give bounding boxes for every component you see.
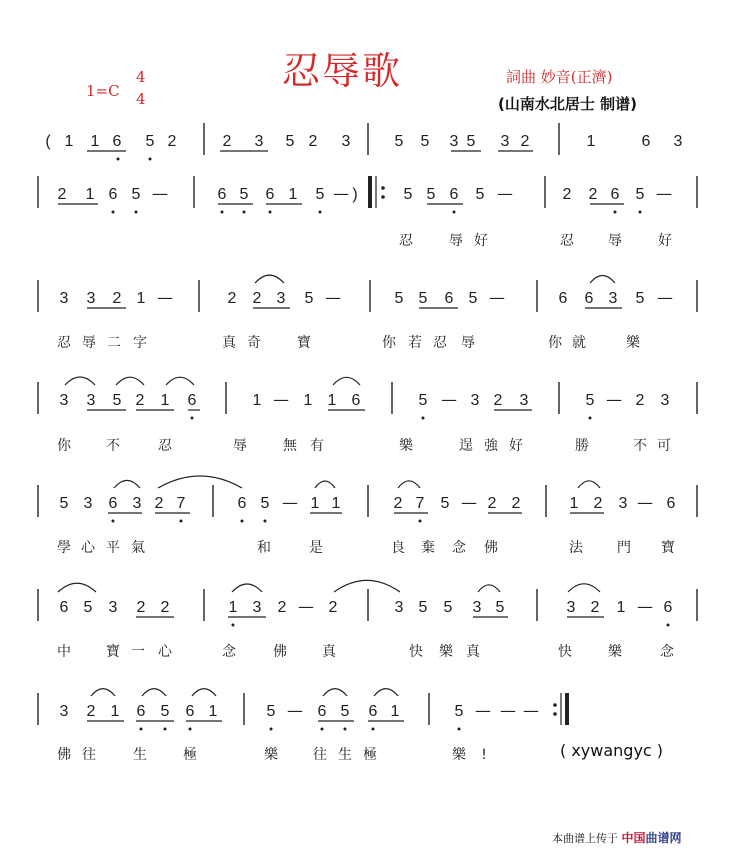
note: 1 — [390, 703, 400, 720]
note: 2 — [562, 186, 572, 203]
dash-note: — — [333, 184, 349, 203]
note: 6 — [112, 133, 122, 150]
lyric-char: 樂 — [608, 644, 622, 660]
note: 3 — [254, 133, 264, 150]
low-octave-dot — [164, 728, 167, 731]
note: 5 — [160, 703, 170, 720]
note: 2 — [57, 186, 67, 203]
low-octave-dot — [422, 417, 425, 420]
note: 2 — [160, 599, 170, 616]
time-sig-top: 4 — [136, 68, 146, 86]
dash-note: — — [637, 493, 653, 512]
note: 1 — [303, 392, 313, 409]
note: 5 — [59, 495, 69, 512]
note: 2 — [112, 290, 122, 307]
note: 3 — [470, 392, 480, 409]
low-octave-dot — [344, 728, 347, 731]
low-octave-dot — [614, 211, 617, 214]
lyric-char: 中 — [57, 644, 71, 660]
lyric-char: 你 — [57, 438, 71, 454]
slur — [333, 377, 360, 385]
note: 5 — [418, 290, 428, 307]
note: 3 — [618, 495, 628, 512]
slur — [568, 584, 600, 592]
lyric-char: 有 — [310, 438, 324, 454]
slur — [478, 585, 500, 592]
lyric-char: 真 — [222, 335, 236, 351]
note: 1 — [331, 495, 341, 512]
low-octave-dot — [453, 211, 456, 214]
note: 5 — [635, 290, 645, 307]
note: 6 — [663, 599, 673, 616]
lyric-char: 忍 — [399, 233, 413, 249]
lyric-char: 辱 — [82, 335, 96, 351]
slur — [323, 689, 347, 696]
note: 5 — [468, 290, 478, 307]
note: 1 — [90, 133, 100, 150]
note: 6 — [584, 290, 594, 307]
slur — [315, 481, 335, 488]
note: 6 — [449, 186, 459, 203]
lyric-char: 佛 — [57, 747, 71, 763]
dash-note: — — [475, 701, 491, 720]
transcriber-credit: (山南水北居士 制谱) — [498, 95, 637, 113]
note: 3 — [86, 392, 96, 409]
dash-note: — — [657, 288, 673, 307]
repeat-dot — [553, 703, 557, 707]
low-octave-dot — [270, 728, 273, 731]
note: 1 — [252, 392, 262, 409]
note: 2 — [136, 599, 146, 616]
note: 1 — [569, 495, 579, 512]
site-logo-part-b: 曲谱网 — [645, 831, 682, 845]
note: 1 — [228, 599, 238, 616]
note: 6 — [265, 186, 275, 203]
note: 6 — [185, 703, 195, 720]
lyric-char: 真 — [466, 644, 480, 660]
slur — [65, 377, 95, 385]
low-octave-dot — [232, 624, 235, 627]
lyric-char: 法 — [569, 540, 583, 556]
lyric-char: 無 — [283, 438, 297, 454]
dash-note: — — [282, 493, 298, 512]
note: 2 — [393, 495, 403, 512]
lyric-char: 寶 — [661, 540, 675, 556]
note: ( — [45, 133, 51, 150]
note: 5 — [145, 133, 155, 150]
note: 5 — [315, 186, 325, 203]
dash-note: — — [441, 390, 457, 409]
slur — [58, 583, 96, 592]
lyric-char: 樂 — [626, 335, 640, 351]
footer-prefix: 本曲谱上传于 — [552, 832, 618, 845]
note: 6 — [108, 495, 118, 512]
note: 2 — [520, 133, 530, 150]
low-octave-dot — [419, 520, 422, 523]
note: 6 — [317, 703, 327, 720]
lyric-char: 平 — [106, 540, 120, 556]
slur — [142, 689, 166, 696]
repeat-end-thick — [565, 693, 569, 725]
note: 3 — [108, 599, 118, 616]
note: 2 — [167, 133, 177, 150]
note: 2 — [252, 290, 262, 307]
note: 3 — [394, 599, 404, 616]
lyric-char: 忍 — [158, 438, 172, 454]
low-octave-dot — [191, 417, 194, 420]
dash-note: — — [325, 288, 341, 307]
lyric-char: 極 — [183, 747, 197, 763]
lyric-char: 辱 — [608, 233, 622, 249]
lyric-char: 勝 — [575, 438, 589, 454]
slur — [166, 377, 194, 385]
note: 3 — [608, 290, 618, 307]
note: 3 — [252, 599, 262, 616]
note: 5 — [475, 186, 485, 203]
note: 2 — [493, 392, 503, 409]
note: 5 — [426, 186, 436, 203]
repeat-start-thick — [368, 176, 372, 208]
slur — [374, 689, 398, 696]
note: 3 — [500, 133, 510, 150]
lyric-char: 忍 — [433, 335, 447, 351]
note: 5 — [418, 599, 428, 616]
low-octave-dot — [243, 211, 246, 214]
dash-note: — — [461, 493, 477, 512]
low-octave-dot — [458, 728, 461, 731]
note: 6 — [217, 186, 227, 203]
lyric-char: 樂 — [264, 747, 278, 763]
note: 3 — [83, 495, 93, 512]
dash-note: — — [152, 184, 168, 203]
low-octave-dot — [189, 728, 192, 731]
note: 5 — [394, 133, 404, 150]
lyric-char: 好 — [658, 233, 672, 249]
note: 3 — [59, 392, 69, 409]
time-sig-bottom: 4 — [136, 90, 146, 108]
low-octave-dot — [112, 520, 115, 523]
low-octave-dot — [112, 211, 115, 214]
lyric-char: 二 — [107, 335, 121, 351]
lyric-char: 良 — [391, 540, 405, 556]
lyric-char: 可 — [657, 438, 671, 454]
low-octave-dot — [269, 211, 272, 214]
note: 3 — [132, 495, 142, 512]
low-octave-dot — [180, 520, 183, 523]
slur — [578, 481, 600, 488]
note: 7 — [176, 495, 186, 512]
note: 2 — [308, 133, 318, 150]
lyric-char: 佛 — [484, 540, 498, 556]
low-octave-dot — [149, 158, 152, 161]
lyric-char: 生 — [133, 747, 147, 763]
low-octave-dot — [372, 728, 375, 731]
note: 2 — [588, 186, 598, 203]
lyric-char: 樂 — [439, 644, 453, 660]
lyric-char: 心 — [81, 540, 95, 556]
lyric-char: 寶 — [297, 335, 311, 351]
note: 3 — [59, 703, 69, 720]
slur — [91, 689, 115, 696]
note: 5 — [495, 599, 505, 616]
low-octave-dot — [221, 211, 224, 214]
lyric-char: 辱 — [233, 438, 247, 454]
low-octave-dot — [667, 624, 670, 627]
dash-note: — — [637, 597, 653, 616]
lyric-char: 你 — [382, 335, 396, 351]
slur — [334, 580, 400, 592]
note: 7 — [415, 495, 425, 512]
lyric-char: 好 — [474, 233, 488, 249]
note: 3 — [472, 599, 482, 616]
note: 6 — [59, 599, 69, 616]
dash-note: — — [500, 701, 516, 720]
note: 1 — [616, 599, 626, 616]
note: 6 — [136, 703, 146, 720]
low-octave-dot — [264, 520, 267, 523]
lyric-char: 不 — [106, 438, 120, 454]
lyric-char: ! — [481, 747, 487, 763]
lyric-char: 念 — [660, 644, 674, 660]
note: 3 — [673, 133, 683, 150]
repeat-dot — [381, 186, 385, 190]
note: 2 — [277, 599, 287, 616]
lyric-char: 字 — [133, 335, 147, 351]
low-octave-dot — [589, 417, 592, 420]
note: 3 — [660, 392, 670, 409]
note: 6 — [610, 186, 620, 203]
lyric-char: 奇 — [247, 335, 261, 351]
low-octave-dot — [140, 728, 143, 731]
lyric-char: 寶 — [106, 644, 120, 660]
note: 1 — [327, 392, 337, 409]
slur — [255, 275, 284, 283]
note: 1 — [208, 703, 218, 720]
note: 5 — [83, 599, 93, 616]
lyric-char: 樂 — [399, 438, 413, 454]
low-octave-dot — [321, 728, 324, 731]
note: ) — [352, 186, 358, 203]
lyric-char: 辱 — [461, 335, 475, 351]
note: 5 — [394, 290, 404, 307]
note: 3 — [59, 290, 69, 307]
note: 3 — [519, 392, 529, 409]
note: 1 — [160, 392, 170, 409]
lyric-char: 逞 — [459, 438, 473, 454]
key-signature: 1=C — [86, 82, 120, 100]
lyric-char: 忍 — [57, 335, 71, 351]
lyric-char: 棄 — [421, 540, 435, 556]
site-logo-part-a: 中国 — [621, 831, 646, 845]
note: 3 — [276, 290, 286, 307]
note: 6 — [444, 290, 454, 307]
note: 2 — [328, 599, 338, 616]
lyric-char: 念 — [452, 540, 466, 556]
dash-note: — — [273, 390, 289, 409]
dash-note: — — [523, 701, 539, 720]
note: 1 — [586, 133, 596, 150]
lyric-char: 忍 — [560, 233, 574, 249]
lyric-char: 不 — [633, 438, 647, 454]
slur — [232, 584, 262, 592]
note: 6 — [558, 290, 568, 307]
lyric-char: 快 — [558, 644, 572, 660]
lyric-char: 是 — [309, 540, 323, 556]
site-logo[interactable] — [622, 831, 682, 845]
note: 2 — [222, 133, 232, 150]
note: 6 — [666, 495, 676, 512]
note: 2 — [86, 703, 96, 720]
lyric-char: 門 — [617, 540, 631, 556]
song-title: 忍辱歌 — [282, 49, 403, 93]
slur — [192, 689, 216, 696]
note: 5 — [635, 186, 645, 203]
low-octave-dot — [135, 211, 138, 214]
note: 1 — [85, 186, 95, 203]
note: 5 — [585, 392, 595, 409]
note: 3 — [449, 133, 459, 150]
note: 5 — [403, 186, 413, 203]
lyric-char: 心 — [158, 644, 172, 660]
slur — [116, 377, 144, 385]
lyric-char: 好 — [509, 438, 523, 454]
composer-credit: 詞曲 妙音(正濟) — [506, 68, 613, 86]
lyric-char: 極 — [363, 747, 377, 763]
note: 2 — [135, 392, 145, 409]
dash-note: — — [606, 390, 622, 409]
note: 6 — [641, 133, 651, 150]
lyric-char: 就 — [572, 335, 586, 351]
uploader-signature: ( xywangyc ) — [560, 741, 664, 760]
note: 1 — [310, 495, 320, 512]
dash-note: — — [489, 288, 505, 307]
low-octave-dot — [319, 211, 322, 214]
note: 5 — [418, 392, 428, 409]
note: 5 — [285, 133, 295, 150]
note: 5 — [260, 495, 270, 512]
note: 5 — [420, 133, 430, 150]
lyric-char: 辱 — [449, 233, 463, 249]
low-octave-dot — [241, 520, 244, 523]
lyric-char: 一 — [131, 644, 145, 660]
note: 5 — [304, 290, 314, 307]
note: 1 — [64, 133, 74, 150]
time-signature — [136, 66, 146, 110]
note: 5 — [239, 186, 249, 203]
slur — [590, 276, 615, 284]
lyric-char: 和 — [257, 540, 271, 556]
low-octave-dot — [117, 158, 120, 161]
note: 6 — [108, 186, 118, 203]
note: 3 — [566, 599, 576, 616]
lyric-char: 強 — [484, 438, 498, 454]
slur — [158, 476, 242, 488]
lyric-char: 學 — [57, 540, 71, 556]
note: 2 — [227, 290, 237, 307]
note: 2 — [593, 495, 603, 512]
note: 2 — [590, 599, 600, 616]
lyric-char: 念 — [222, 644, 236, 660]
lyric-char: 佛 — [273, 644, 287, 660]
note: 3 — [86, 290, 96, 307]
lyric-char: 往 — [82, 747, 96, 763]
note: 5 — [466, 133, 476, 150]
dash-note: — — [298, 597, 314, 616]
note: 1 — [136, 290, 146, 307]
note: 5 — [131, 186, 141, 203]
repeat-dot — [553, 712, 557, 716]
lyric-char: 往 — [313, 747, 327, 763]
lyric-char: 真 — [322, 644, 336, 660]
note: 2 — [511, 495, 521, 512]
note: 6 — [368, 703, 378, 720]
footer-source — [552, 829, 682, 846]
lyric-char: 快 — [409, 644, 423, 660]
note: 2 — [154, 495, 164, 512]
dash-note: — — [656, 184, 672, 203]
note: 1 — [288, 186, 298, 203]
note: 2 — [635, 392, 645, 409]
dash-note: — — [497, 184, 513, 203]
slur — [398, 481, 420, 488]
lyric-char: 你 — [548, 335, 562, 351]
note: 5 — [266, 703, 276, 720]
repeat-dot — [381, 195, 385, 199]
note: 5 — [443, 599, 453, 616]
note: 5 — [454, 703, 464, 720]
note: 6 — [237, 495, 247, 512]
lyric-char: 生 — [338, 747, 352, 763]
note: 6 — [187, 392, 197, 409]
dash-note: — — [157, 288, 173, 307]
note: 5 — [112, 392, 122, 409]
lyric-char: 氣 — [131, 540, 145, 556]
note: 2 — [487, 495, 497, 512]
note: 3 — [341, 133, 351, 150]
note: 5 — [340, 703, 350, 720]
lyric-char: 樂 — [452, 747, 466, 763]
slur — [114, 480, 140, 488]
note: 5 — [440, 495, 450, 512]
dash-note: — — [287, 701, 303, 720]
note: 1 — [110, 703, 120, 720]
low-octave-dot — [639, 211, 642, 214]
note: 6 — [351, 392, 361, 409]
lyric-char: 若 — [408, 335, 422, 351]
